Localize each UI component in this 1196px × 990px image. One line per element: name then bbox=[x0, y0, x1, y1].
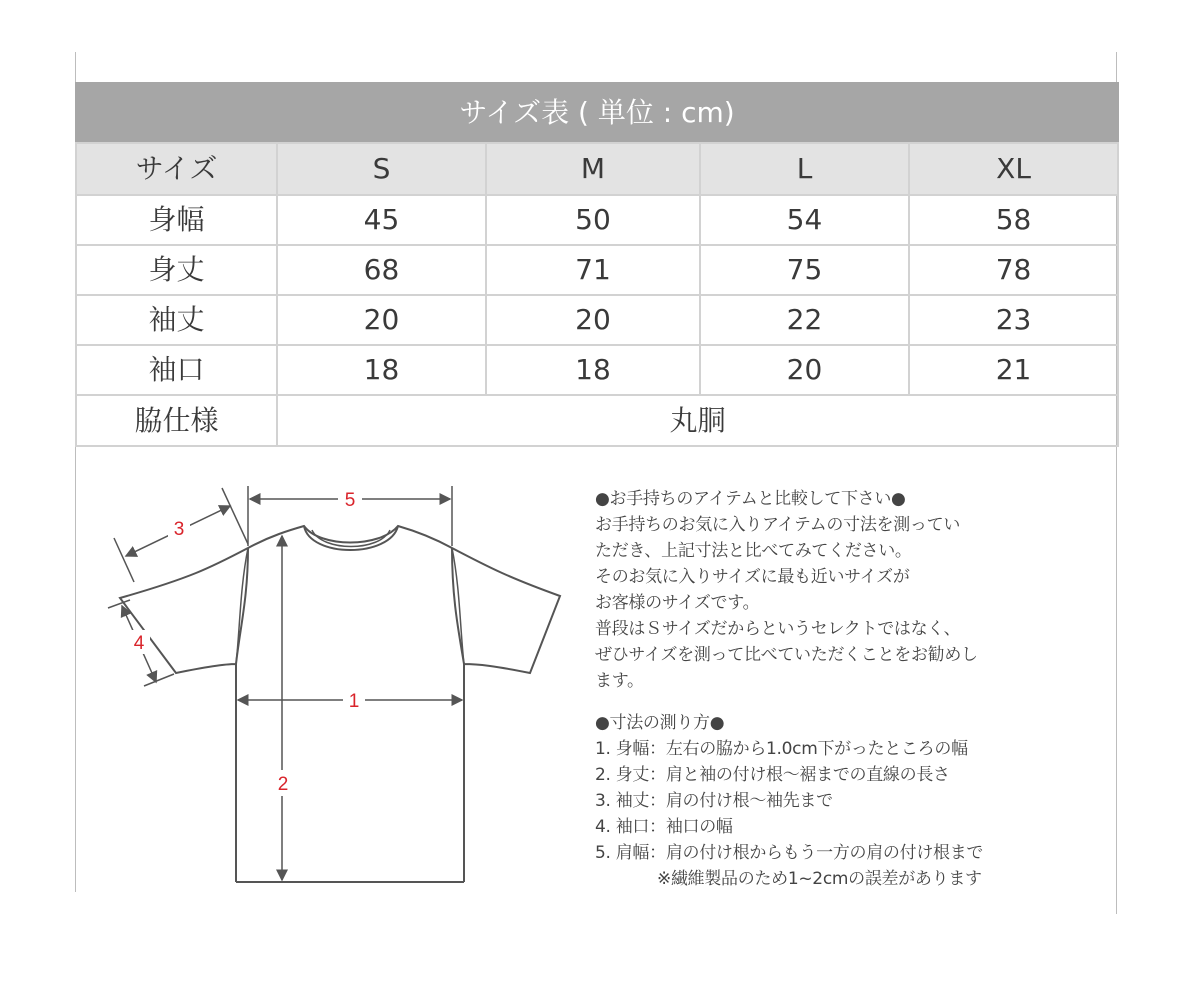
header-size-label: サイズ bbox=[76, 143, 277, 195]
header-size-m: M bbox=[486, 143, 700, 195]
side-spec-value: 丸胴 bbox=[277, 395, 1118, 446]
table-cell: 20 bbox=[486, 295, 700, 345]
sleeve-guide-top bbox=[222, 488, 248, 544]
compare-line: 普段はＳサイズだからというセレクトではなく、 bbox=[595, 619, 961, 639]
measure-line: 5. 肩幅：肩の付け根からもう一方の肩の付け根まで bbox=[595, 843, 984, 863]
row-label: 身丈 bbox=[76, 245, 277, 295]
label-sleeve-opening: 4 bbox=[133, 633, 145, 654]
row-label: 袖丈 bbox=[76, 295, 277, 345]
table-row-body-width bbox=[76, 195, 1118, 245]
table-row-sleeve-length bbox=[76, 295, 1118, 345]
size-table bbox=[75, 82, 1119, 447]
measure-line: 1. 身幅：左右の脇から1.0cm下がったところの幅 bbox=[595, 739, 968, 759]
measure-heading: ●寸法の測り方● bbox=[595, 713, 725, 733]
table-header-row bbox=[76, 143, 1118, 195]
row-label: 身幅 bbox=[76, 195, 277, 245]
table-title: サイズ表 ( 単位 : cm) bbox=[76, 83, 1118, 143]
table-cell: 50 bbox=[486, 195, 700, 245]
cuff-guide-bottom bbox=[144, 674, 174, 686]
table-row-sleeve-opening bbox=[76, 345, 1118, 395]
footnote: ※繊維製品のため1~2cmの誤差があります bbox=[657, 869, 982, 889]
table-row-body-length bbox=[76, 245, 1118, 295]
table-cell: 54 bbox=[700, 195, 909, 245]
label-sleeve-length: 3 bbox=[173, 519, 185, 540]
measure-line: 4. 袖口：袖口の幅 bbox=[595, 817, 733, 837]
table-cell: 78 bbox=[909, 245, 1118, 295]
table-cell: 21 bbox=[909, 345, 1118, 395]
table-cell: 18 bbox=[277, 345, 486, 395]
table-cell: 71 bbox=[486, 245, 700, 295]
measure-line: 3. 袖丈：肩の付け根～袖先まで bbox=[595, 791, 833, 811]
table-cell: 23 bbox=[909, 295, 1118, 345]
sleeve-guide-bottom bbox=[114, 538, 134, 582]
left-armhole bbox=[236, 548, 248, 664]
compare-line: そのお気に入りサイズに最も近いサイズが bbox=[595, 567, 910, 587]
row-label: 脇仕様 bbox=[76, 395, 277, 446]
header-size-s: S bbox=[277, 143, 486, 195]
table-cell: 20 bbox=[700, 345, 909, 395]
compare-heading: ●お手持ちのアイテムと比較して下さい● bbox=[595, 489, 906, 509]
table-cell: 18 bbox=[486, 345, 700, 395]
header-size-xl: XL bbox=[909, 143, 1118, 195]
compare-line: ただき、上記寸法と比べてみてください。 bbox=[595, 541, 912, 561]
table-cell: 20 bbox=[277, 295, 486, 345]
table-title-row bbox=[76, 83, 1118, 143]
compare-line: お客様のサイズです。 bbox=[595, 593, 760, 613]
compare-line: ぜひサイズを測って比べていただくことをお勧めし bbox=[595, 645, 978, 665]
label-body-width: 1 bbox=[348, 691, 360, 712]
notes-spacer bbox=[595, 694, 1095, 710]
table-cell: 58 bbox=[909, 195, 1118, 245]
compare-line: お手持ちのお気に入りアイテムの寸法を測ってい bbox=[595, 515, 961, 535]
measure-line: 2. 身丈：肩と袖の付け根～裾までの直線の長さ bbox=[595, 765, 950, 785]
table-cell: 45 bbox=[277, 195, 486, 245]
measurement-notes bbox=[595, 486, 1095, 892]
compare-line: ます。 bbox=[595, 671, 644, 691]
label-shoulder-width: 5 bbox=[344, 490, 356, 511]
right-armhole bbox=[452, 548, 464, 664]
table-row-side-spec bbox=[76, 395, 1118, 446]
tshirt-measurement-diagram bbox=[100, 478, 570, 888]
tshirt-outline bbox=[120, 526, 560, 882]
label-body-length: 2 bbox=[277, 774, 289, 795]
row-label: 袖口 bbox=[76, 345, 277, 395]
table-cell: 22 bbox=[700, 295, 909, 345]
table-cell: 75 bbox=[700, 245, 909, 295]
header-size-l: L bbox=[700, 143, 909, 195]
table-cell: 68 bbox=[277, 245, 486, 295]
